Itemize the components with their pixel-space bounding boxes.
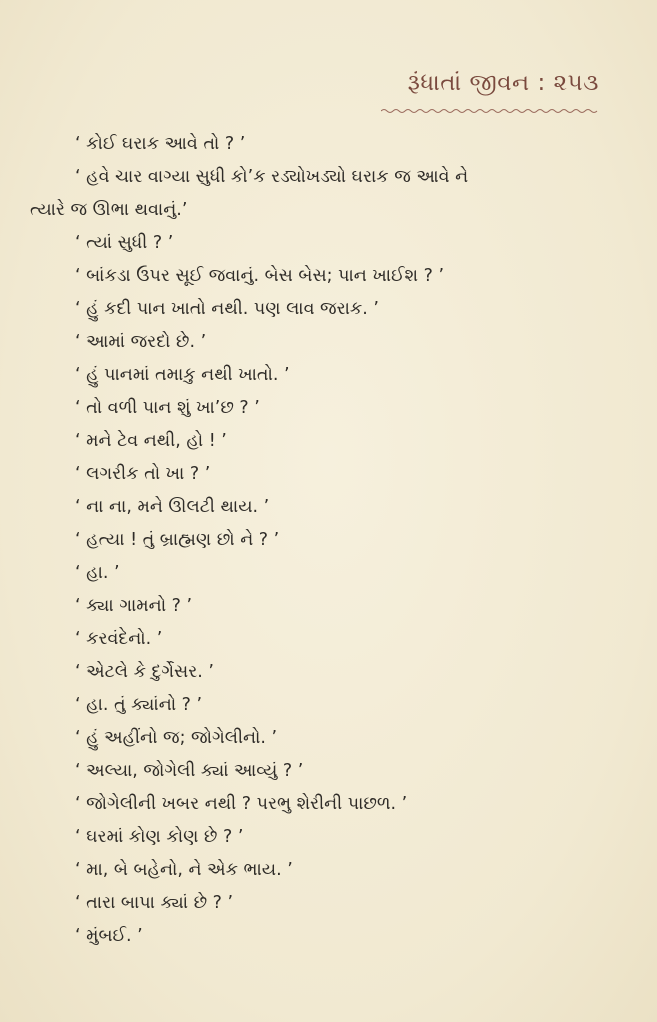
text-line: ‘ હું અહીંનો જ; જોગેલીનો. ’ bbox=[75, 728, 278, 748]
header-wavy-rule bbox=[381, 108, 599, 114]
text-line: ‘ ઘરમાં કોણ કોણ છે ? ’ bbox=[75, 827, 244, 847]
text-line: ‘ હત્યા ! તું બ્રાહ્મણ છો ને ? ’ bbox=[75, 530, 280, 550]
text-line: ‘ કરવંદેનો. ’ bbox=[75, 629, 163, 649]
text-line: ‘ તારા બાપા ક્યાં છે ? ’ bbox=[75, 893, 234, 913]
text-line: ‘ ના ના, મને ઊલટી થાય. ’ bbox=[75, 497, 270, 517]
text-line: ‘ મુંબઈ. ’ bbox=[75, 926, 143, 946]
text-line: ‘ બાંકડા ઉપર સૂઈ જવાનું. બેસ બેસ; પાન ખાઈશ ? ’ bbox=[75, 266, 445, 286]
text-line: ‘ ત્યાં સુધી ? ’ bbox=[75, 233, 174, 253]
text-line: ‘ ક્યા ગામનો ? ’ bbox=[75, 596, 193, 616]
text-line: ‘ જોગેલીની ખબર નથી ? પરભુ શેરીની પાછળ. ’ bbox=[75, 794, 408, 814]
text-line: ‘ હા. ’ bbox=[75, 563, 120, 583]
text-line: ‘ કોઈ ઘરાક આવે તો ? ’ bbox=[75, 134, 246, 154]
text-line: ‘ લગરીક તો ખા ? ’ bbox=[75, 464, 211, 484]
text-line: ‘ મને ટેવ નથી, હો ! ’ bbox=[75, 431, 227, 451]
text-line: ‘ એટલે કે દુર્ગેસર. ’ bbox=[75, 662, 214, 682]
dialogue-text bbox=[30, 128, 630, 953]
text-line: ‘ હું કદી પાન ખાતો નથી. પણ લાવ જરાક. ’ bbox=[75, 299, 379, 319]
text-line: ‘ તો વળી પાન શું ખા’છ ? ’ bbox=[75, 398, 260, 418]
text-line: ‘ મા, બે બહેનો, ને એક ભાય. ’ bbox=[75, 860, 293, 880]
text-line: ‘ અલ્યા, જોગેલી ક્યાં આવ્યું ? ’ bbox=[75, 761, 304, 781]
text-line: ‘ હા. તું ક્યાંનો ? ’ bbox=[75, 695, 203, 715]
text-line: ‘ આમાં જરદો છે. ’ bbox=[75, 332, 207, 352]
running-header: રૂંધાતાં જીવન : ૨૫૩ bbox=[407, 70, 599, 96]
text-line: ‘ હવે ચાર વાગ્યા સુધી કો’ક રડ્યોખડ્યો ઘરાક જ આવે ને bbox=[75, 167, 469, 187]
text-line: ‘ હું પાનમાં તમાકુ નથી ખાતો. ’ bbox=[75, 365, 290, 385]
text-line: ત્યારે જ ઊભા થવાનું.’ bbox=[30, 200, 188, 220]
